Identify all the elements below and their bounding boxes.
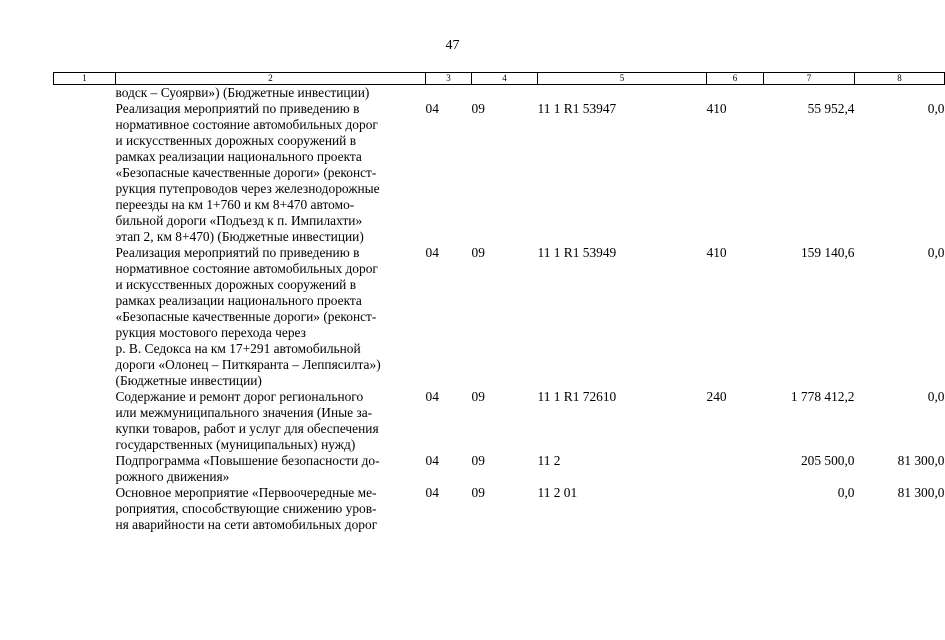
row-section: 04 xyxy=(425,245,439,260)
row-expense-type: 410 xyxy=(706,245,727,260)
column-header-4: 4 xyxy=(472,73,538,85)
row-amount-1: 159 140,6 xyxy=(800,245,855,260)
column-header-6: 6 xyxy=(707,73,764,85)
row-section: 04 xyxy=(425,485,439,500)
row-description: Основное мероприятие «Первоочередные ме- роприятия, способствующие снижению уров- ня аварийности на сети автомобильных дорог xyxy=(115,485,378,532)
row-subsection: 09 xyxy=(471,245,485,260)
row-expense-type xyxy=(707,485,764,533)
row-subsection: 09 xyxy=(471,485,485,500)
row-amount-1 xyxy=(764,85,855,102)
row-subsection: 09 xyxy=(471,453,485,468)
row-target-code: 11 1 R1 72610 xyxy=(537,389,617,404)
row-section: 04 xyxy=(425,101,439,116)
row-target-code: 11 1 R1 53947 xyxy=(537,101,617,116)
row-description: Реализация мероприятий по приведению в нормативное состояние автомобильных дорог и искусственных дорожных сооружений в рамках реализации национального проекта «Безопасные качественные дороги» (реконст- рукция мостового перехода через р. В. Седокса на км 17+291 автомобильной дороги «Олонец – Питкяранта – Леппясилта») (Бюджетные инвестиции) xyxy=(115,245,381,388)
row-section xyxy=(426,85,472,102)
row-description: Реализация мероприятий по приведению в нормативное состояние автомобильных дорог и искусственных дорожных сооружений в рамках реализации национального проекта «Безопасные качественные дороги» (реконст- рукция путепроводов через железнодорожные переезды на км 1+760 и км 8+470 автомо- бильной дороги «Подъезд к п. Импилахти» этап 2, км 8+470) (Бюджетные инвестиции) xyxy=(115,101,380,244)
column-header-7: 7 xyxy=(764,73,855,85)
row-section: 04 xyxy=(425,453,439,468)
column-header-5: 5 xyxy=(538,73,707,85)
row-expense-type xyxy=(707,453,764,485)
row-description: Содержание и ремонт дорог регионального или межмуниципального значения (Иные за- купки товаров, работ и услуг для обеспечения государственных (муниципальных) нужд) xyxy=(115,389,379,452)
row-amount-1: 205 500,0 xyxy=(800,453,855,468)
column-header-1: 1 xyxy=(54,73,116,85)
row-amount-2: 81 300,0 xyxy=(897,485,945,500)
budget-table xyxy=(53,72,945,533)
row-section: 04 xyxy=(425,389,439,404)
table-row xyxy=(54,485,945,533)
table-row xyxy=(54,101,945,245)
row-expense-type: 240 xyxy=(706,389,727,404)
column-number-header xyxy=(54,73,945,85)
row-target-code xyxy=(538,85,707,102)
table-row xyxy=(54,453,945,485)
row-subsection: 09 xyxy=(471,389,485,404)
row-amount-2: 0,0 xyxy=(927,245,945,260)
column-header-2: 2 xyxy=(116,73,426,85)
row-amount-2: 0,0 xyxy=(927,389,945,404)
table-row xyxy=(54,85,945,102)
column-header-3: 3 xyxy=(426,73,472,85)
row-amount-1: 55 952,4 xyxy=(807,101,855,116)
row-amount-1: 1 778 412,2 xyxy=(790,389,855,404)
row-expense-type xyxy=(707,85,764,102)
row-amount-1: 0,0 xyxy=(837,485,855,500)
row-target-code: 11 1 R1 53949 xyxy=(537,245,617,260)
row-subsection xyxy=(472,85,538,102)
row-amount-2 xyxy=(855,85,945,102)
row-target-code: 11 2 01 xyxy=(537,485,578,500)
row-expense-type: 410 xyxy=(706,101,727,116)
column-header-8: 8 xyxy=(855,73,945,85)
row-subsection: 09 xyxy=(471,101,485,116)
row-amount-2: 81 300,0 xyxy=(897,453,945,468)
row-amount-2: 0,0 xyxy=(927,101,945,116)
row-description: водск – Суоярви») (Бюджетные инвестиции) xyxy=(115,85,370,100)
table-row xyxy=(54,245,945,389)
table-row xyxy=(54,389,945,453)
page-number: 47 xyxy=(445,38,460,53)
row-target-code: 11 2 xyxy=(537,453,561,468)
row-description: Подпрограмма «Повышение безопасности до- рожного движения» xyxy=(115,453,380,484)
